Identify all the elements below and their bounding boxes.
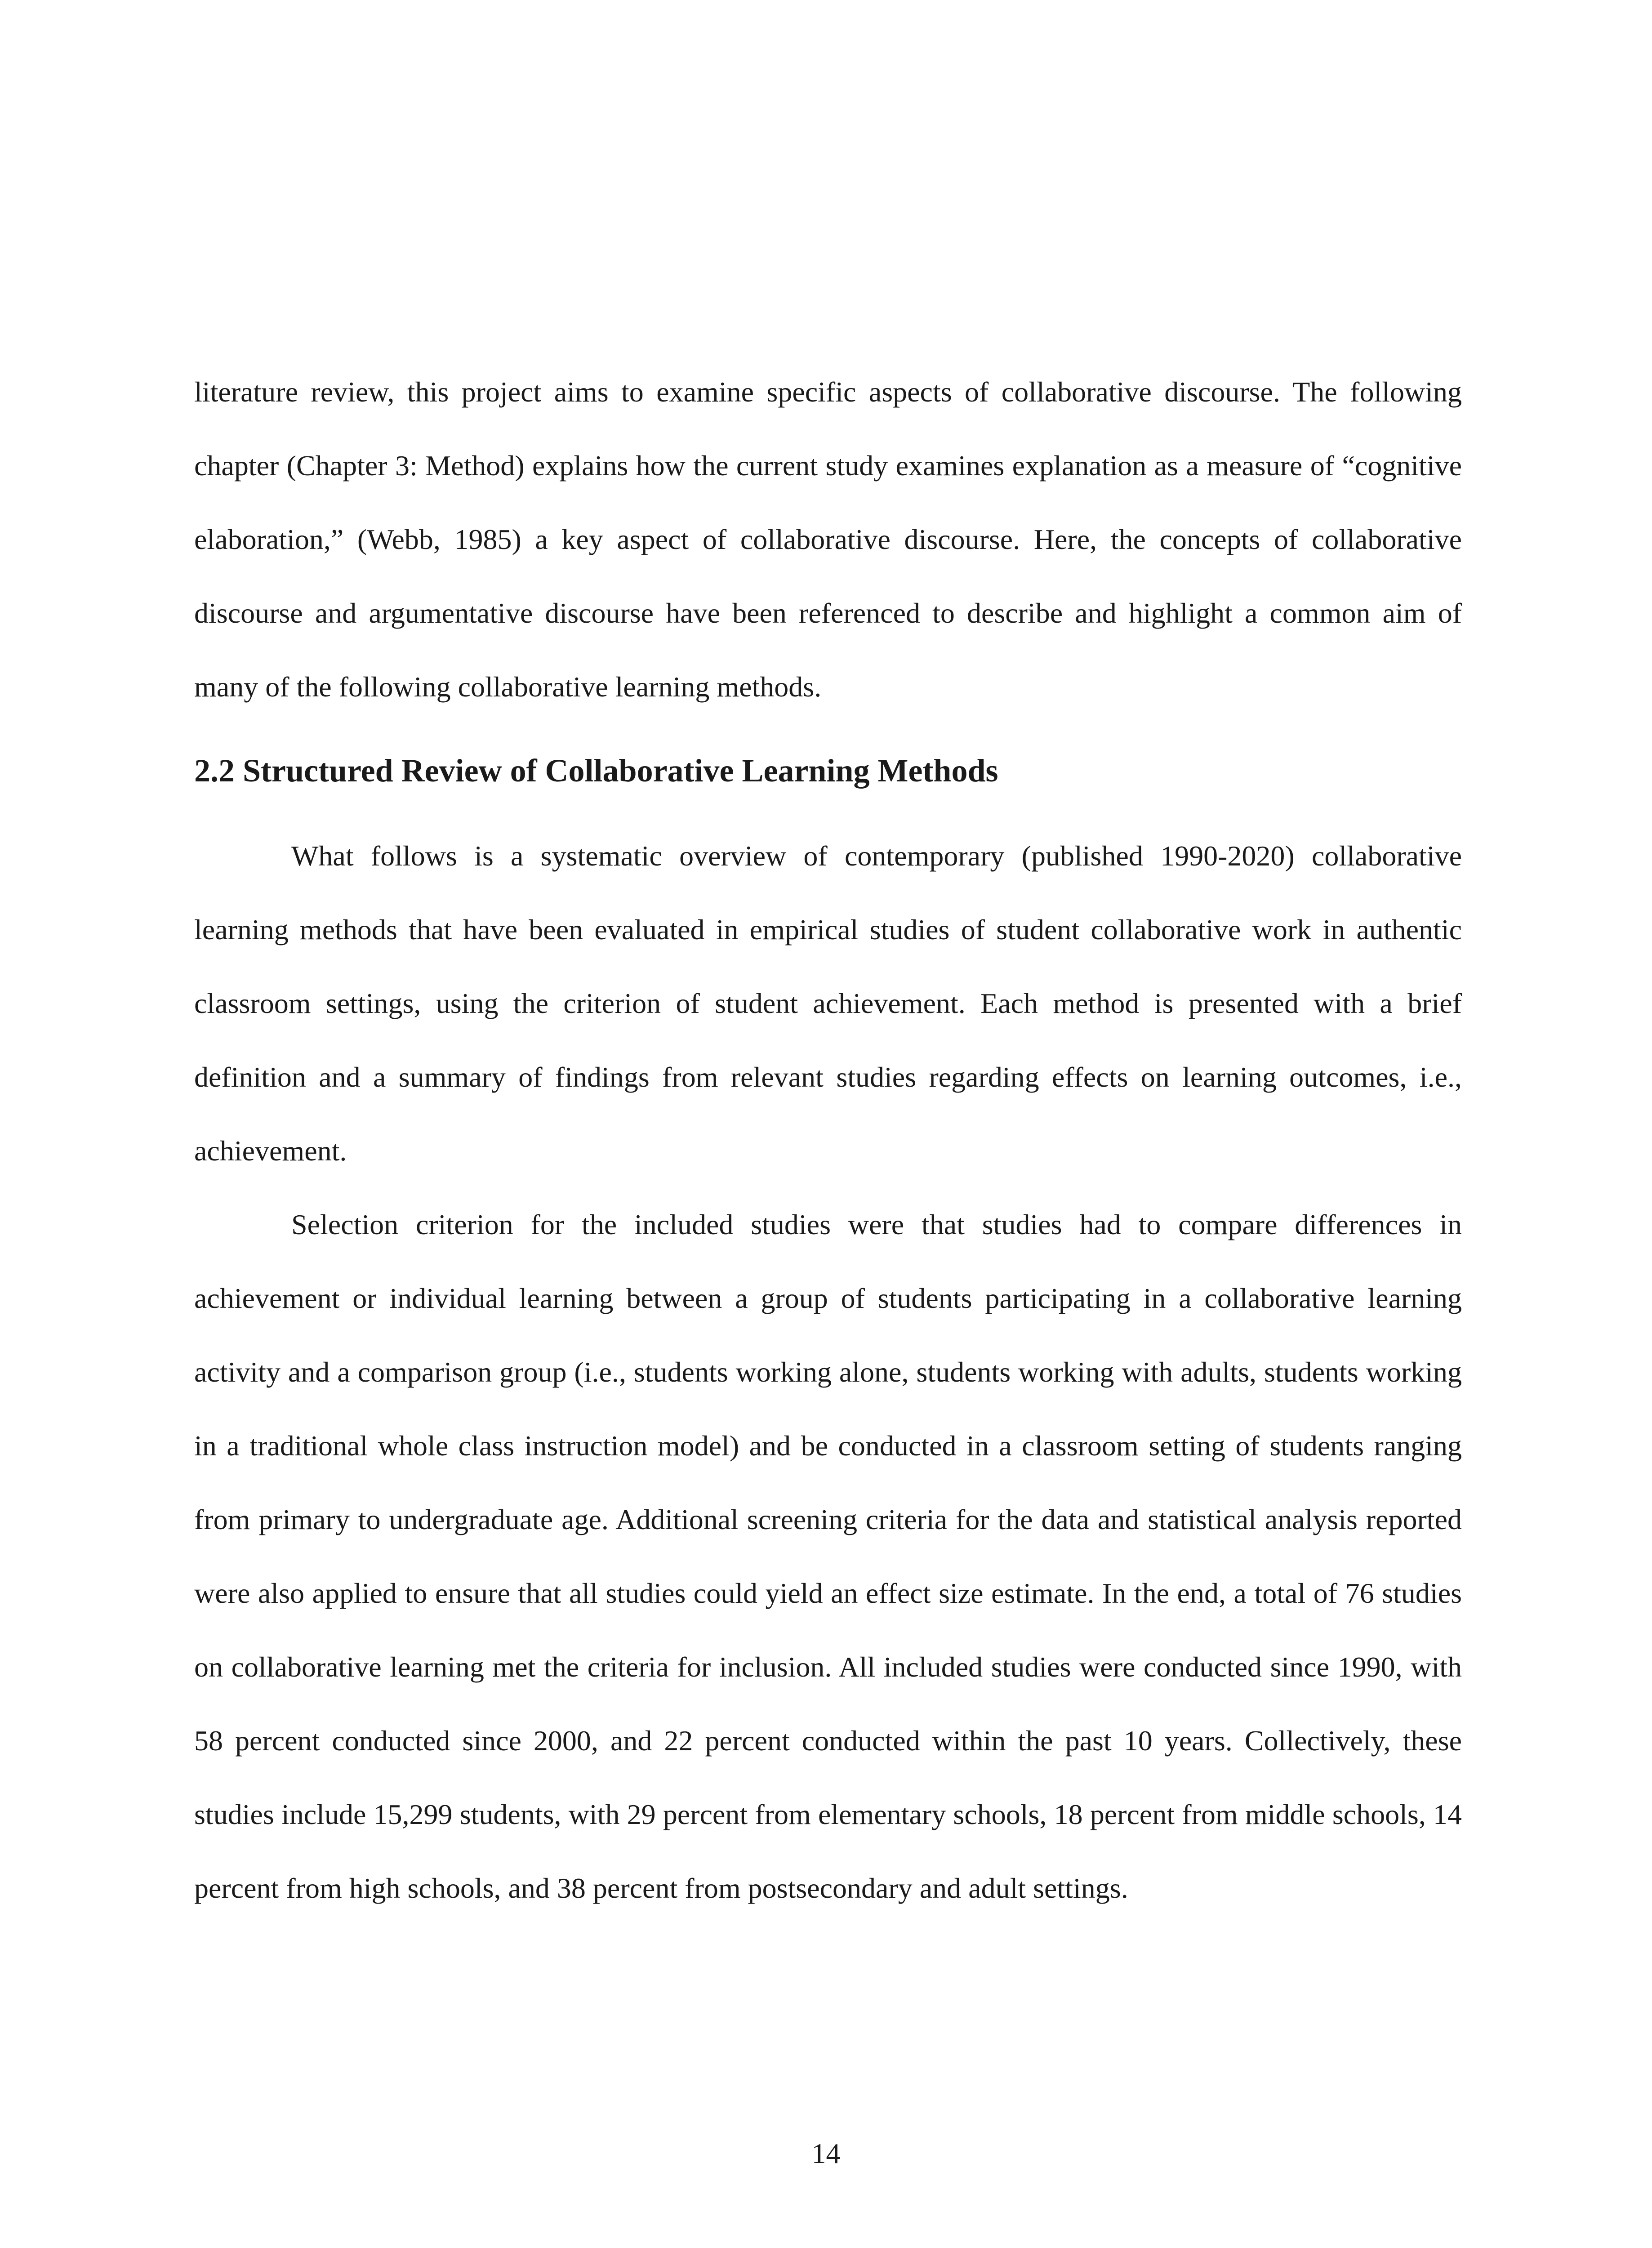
section-heading: 2.2 Structured Review of Collaborative Learning Methods: [194, 753, 998, 789]
paragraph-selection-criteria: Selection criterion for the included studies were that studies had to compare differences in achievement or individual learning between a group of students participating in a collaborative learning activity and a comparison group (i.e., students working alone, students working with adults, students working in a traditional whole class instruction model) and be conducted in a classroom setting of students ranging from primary to undergraduate age. Additional screening criteria for the data and statistical analysis reported were also applied to ensure that all studies could yield an effect size estimate. In the end, a total of 76 studies on collaborative learning met the criteria for inclusion. All included studies were conducted since 1990, with 58 percent conducted since 2000, and 22 percent conducted within the past 10 years. Collectively, these studies include 15,299 students, with 29 percent from elementary schools, 18 percent from middle schools, 14 percent from high schools, and 38 percent from postsecondary and adult settings.: [194, 1209, 1462, 1904]
continued-paragraph-block: [194, 355, 1462, 724]
paragraph-overview: What follows is a systematic overview of contemporary (published 1990-2020) collaborative learning methods that have been evaluated in empirical studies of student collaborative work in authentic classroom settings, using the criterion of student achievement. Each method is presented with a brief definition and a summary of findings from relevant studies regarding effects on learning outcomes, i.e., achievement.: [194, 840, 1462, 1167]
section-body: [194, 819, 1462, 1925]
page-number: 14: [811, 2137, 841, 2169]
continued-paragraph: literature review, this project aims to examine specific aspects of collaborative discourse. The following chapter (Chapter 3: Method) explains how the current study examines explanation as a measure of “cognitive elaboration,” (Webb, 1985) a key aspect of collaborative discourse. Here, the concepts of collaborative discourse and argumentative discourse have been referenced to describe and highlight a common aim of many of the following collaborative learning methods.: [194, 376, 1462, 703]
